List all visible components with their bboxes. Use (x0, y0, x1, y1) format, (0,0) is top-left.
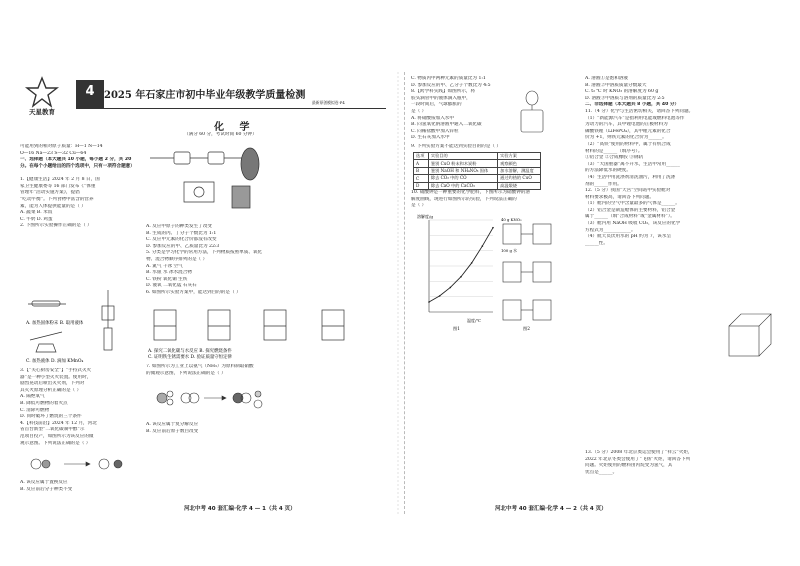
left-column-1b (20, 368, 138, 447)
data-point (460, 276, 462, 278)
q6-line: 6. 如图所示实验方案中，能达到目的的是（ ） (146, 289, 241, 295)
q8-option: C. 向稀盐酸中加入锌粒 (411, 128, 459, 134)
q4-apparatus-figure (144, 142, 264, 222)
q4-option: A. 该反应属于置换反应 (20, 480, 68, 485)
q2-line: 2. 下图所示实验操作正确的是（ ） (20, 223, 92, 229)
q3-option: D. 同时破坏了燃烧的三个条件 (20, 414, 82, 420)
title-divider (76, 108, 386, 109)
q1-line: “吃动平衡”。下列食物中富含的营养 (20, 196, 94, 202)
q6-option: C. 证明铁生锈需要水 D. 验证质量守恒定律 (148, 355, 232, 360)
q10-line: 解度曲线，现进行如图所示的实验，下列说法正确的 (411, 196, 517, 202)
q3-option: B. 降低可燃物的着火点 (20, 400, 68, 406)
q12-line: 方程式为____________。 (585, 227, 636, 233)
table-cell: 高温煅烧 (498, 182, 541, 189)
q11-line: 的方法降低水的硬度。 (585, 168, 631, 174)
y-axis-label: 溶解度/g (417, 214, 433, 219)
x-axis-label: 温度/℃ (467, 318, 481, 323)
q3-line: 器”是一种小型灭火装置。使用时， (20, 374, 92, 380)
q12-line: （1）舱内的空气中含量最多的气体是______。 (585, 201, 680, 207)
q8-balloon-figure (517, 90, 547, 134)
q11-line: 剂的______作用。 (585, 181, 622, 187)
q10-option: C. t₂ ℃ 时 KNO₃ 的溶解度为 60 g (585, 89, 659, 95)
q4-option: B. 生成的丙、丁分子个数比为 1:1 (146, 230, 217, 236)
table-cell: 加水溶解，测温度 (498, 167, 541, 174)
q4-line: 范项目投产，如图所示为该反应的微 (20, 433, 94, 439)
q4-line: 省首台新型“二氧化碳制甲醇”示 (20, 427, 85, 433)
table-row (414, 160, 541, 167)
solubility-chart (415, 212, 497, 332)
q7-line: 的微观示意图，下列说法正确的是（ ） (146, 370, 226, 376)
q10-option: A. 溶液①是饱和溶液 (585, 76, 628, 81)
left-column-2 (146, 224, 268, 297)
q10-option: B. 溶液②中溶质质量分数最大 (585, 82, 647, 88)
q4-line: 观示意图。下列说法正确的是（ ） (20, 440, 91, 446)
table-cell: A (414, 160, 429, 167)
q5-option: D. 液氧 二氧化锰 石灰石 (146, 283, 197, 289)
table-cell: 除去 CO₂ 中的 CO (428, 175, 497, 182)
q8-option: B. 向氢氧化钠溶液中通入二氧化碳 (411, 122, 482, 128)
lab-operations-figure (22, 288, 134, 364)
table-cell: C (414, 175, 429, 182)
q13-line: 2022 年北京冬奥会使用了“飞扬”火炬，请回答下列 (585, 456, 691, 462)
left-column-2b (146, 364, 386, 377)
q1-option: A. 蔬菜 B. 米饭 (20, 210, 53, 216)
right-column-2b (585, 450, 779, 476)
data-point (471, 262, 473, 264)
q9-table (413, 152, 541, 190)
q11-line: 11.（4 分）化学与生活密切相关，请回答下列问题。 (585, 108, 694, 114)
q5-option: C. 铁粉 氧化铜 生铁 (146, 276, 188, 282)
right-column-1b (411, 190, 543, 210)
paper-number-badge: 4 (76, 80, 104, 108)
q4-option: C. 反应中元素的化合价都没有改变 (146, 237, 217, 243)
q5-option: B. 水银 水 冰水混合物 (146, 270, 192, 276)
q8-line: 一段时间后，气球膨胀的 (411, 102, 462, 108)
q3-line: 其灭火原理分析正确的是（ ） (20, 387, 82, 393)
right-column-2 (585, 76, 779, 247)
table-header: 选项 (414, 153, 429, 160)
q7-option: A. 该反应属于复分解反应 (146, 422, 199, 427)
left-column-1c (20, 480, 138, 493)
q12-line: ______性。 (585, 240, 608, 246)
q3-line: 剧烈晃动后喷出灭火剂，下列对 (20, 381, 85, 387)
q13-line: 13.（5 分）2008 年北京奥运会使用了“祥云”火炬， (585, 450, 693, 455)
q4-option: D. 参加反应的甲、乙质量比为 22:3 (146, 243, 220, 249)
q11-line: （3）“大国重器”离不开水，生活中常用______ (585, 161, 680, 167)
q2-option: A. 加热固体粉末 B. 取用液体 (26, 321, 84, 326)
q7-option: D. 参加反应的甲、乙分子个数比为 4:5 (411, 82, 491, 88)
q4-line: 4.【科技前沿】2024 年 12 月，河北 (20, 420, 97, 426)
q3-line: 3.【“关心厨房安全”】“手持式灭火 (20, 368, 92, 373)
section-1-heading: 一、选择题（本大题共 10 小题，每小题 2 分，共 20 分。在每个小题给出的四个选项中，只有一项符合题意） (20, 157, 135, 169)
solute-label: 40 g KNO₃ (501, 217, 522, 222)
q7-molecule-figure (150, 382, 270, 420)
q7-line: 7. 如图所示为工业上以氨气（NH₃）为原料制取硝酸 (146, 364, 254, 369)
q2-option: C. 加热液体 D. 滴加 KMnO₄ (26, 359, 84, 364)
table-cell: D (414, 182, 429, 189)
q12-line: 12.（5 分）我国“天宫”空间站中实验舱对 (585, 188, 671, 194)
table-header: 实验目的 (428, 153, 497, 160)
section-2-heading: 二、非选择题（本大题共 8 小题，共 40 分） (585, 102, 680, 108)
exam-info: （满分 60 分，考试时间 60 分钟） (184, 132, 257, 137)
table-cell: 观察颜色 (498, 160, 541, 167)
table-row (414, 167, 541, 174)
q10-beaker-figure (499, 214, 561, 332)
q1-option: C. 牛奶 D. 鸡蛋 (20, 216, 53, 222)
table-cell: 通过灼热的 CuO (498, 175, 541, 182)
q13-line: 优点是______。 (585, 469, 618, 475)
q7-option: C. 物质丙中两种元素的质量比为 1:1 (411, 76, 486, 81)
table-cell: 除去 CaO 中的 CaCO₃ (428, 182, 497, 189)
page-spine-divider (392, 72, 404, 514)
q11-line: ①铝合金 ②合成橡胶 ③钢轨 (585, 155, 644, 161)
data-point (482, 245, 484, 247)
kno3-series-line (429, 228, 493, 302)
data-point (439, 295, 441, 297)
q4-option: B. 反应前后分子种类不变 (20, 486, 73, 492)
table-cell: 鉴别 NaOH 和 NH₄NO₃ 固体 (428, 167, 497, 174)
q1-line: 管理年”活动实施方案》，提倡 (20, 190, 80, 196)
q5-option: A. 氮气 干冰 空气 (146, 263, 183, 269)
table-row (414, 175, 541, 182)
atomic-mass-line-2: O—16 Na—23 S—32 Cu—64 (20, 150, 87, 156)
q6-experiments-figure (146, 300, 382, 360)
q12-line: （2）铝合金是制造舱体的主要材料，铝合金 (585, 207, 676, 213)
brand-text: 天星教育 (29, 108, 55, 116)
left-page-footer: 河北中考 40 套汇编·化学 4 — 1（共 4 页） (184, 506, 296, 512)
solvent-label: 100 g 水 (501, 248, 517, 253)
q8-line: 8.【跨学科实践】如图所示，将 (411, 89, 476, 95)
kno3-series-points (428, 227, 494, 303)
left-column-1 (20, 144, 138, 230)
table-header: 实验方案 (498, 153, 541, 160)
chart-gridlines (429, 220, 493, 297)
data-point (450, 287, 452, 289)
left-page (14, 72, 392, 514)
right-page (404, 72, 783, 514)
q1-line: 家卫生健康委等 16 部门发布《“体重 (20, 183, 96, 189)
subject-title: 化 学 (214, 122, 256, 133)
figure-2-label: 图2 (523, 326, 530, 331)
q6-option: A. 探究二氧化碳与水反应 B. 探究燃烧条件 (148, 349, 232, 354)
q11-line: 磷酸铁锂（LiFePO₄），其中锂元素的化合 (585, 128, 671, 134)
q4-option: A. 反应中原子的种类发生了改变 (146, 224, 212, 229)
figure-1-label: 图1 (453, 326, 460, 331)
q1-line: 1.【健康生活】2024 年 2 月 8 日，国 (20, 177, 100, 183)
q5-line: 物、混合物顺序排列的是（ ） (146, 256, 208, 262)
star-logo-icon (24, 76, 60, 116)
q7-option: B. 反应前后原子数目改变 (146, 428, 199, 434)
reaction-diagram-figure (24, 452, 134, 478)
source-tag: 最新原创模拟卷·P4 (312, 100, 345, 105)
q12-cube-figure (723, 310, 775, 360)
data-point (428, 301, 430, 303)
q11-line: 为动力的汽车，其中锂电池的正极材料为 (585, 122, 668, 128)
q13-line: 问题。火炬使用的燃料由丙烷变为氢气，其 (585, 463, 673, 469)
q12-line: 属于______（填“合成材料”或“金属材料”）。 (585, 214, 675, 220)
q8-option: D. 生石灰加入水中 (411, 135, 450, 141)
q10-line: 是（ ） (411, 203, 427, 209)
q8-line: 胶头滴管中的液体滴入瓶中， (411, 95, 471, 101)
q1-line: 素，能为人体提供能量的是（ ） (20, 203, 86, 209)
q5-line: 5. 分类是学习化学的常用方法，下列物质按照单质、氧化 (146, 250, 263, 256)
table-cell: B (414, 167, 429, 174)
exam-title: 2025 年石家庄市初中毕业年级教学质量检测 (104, 90, 306, 101)
q10-option: D. 溶液③中溶质与溶剂的质量比为 2:5 (585, 95, 665, 101)
q10-line: 10. 硝酸钾是一种重要的化学肥料，下图所示为硝酸钾的溶 (411, 190, 531, 195)
table-cell: 鉴别 CuO 粉末和木炭粉 (428, 160, 497, 167)
data-point (492, 227, 494, 229)
q11-line: （1）“新能源汽车”是指利用电能或燃料电池等作 (585, 115, 685, 121)
right-page-footer: 河北中考 40 套汇编·化学 4 — 2（共 4 页） (495, 506, 607, 512)
left-column-2c (146, 422, 386, 435)
q9-title: 9. 下列实验方案不能达到实验目的的是（ ） (411, 144, 501, 149)
atomic-mass-line-1: 可能用到的相对原子质量：H—1 N—14 (20, 144, 103, 149)
q12-line: （4）航天员饮用水的 pH 约为 7，该水呈 (585, 234, 672, 240)
q3-option: C. 清除可燃物 (20, 407, 50, 413)
q8-option: A. 将硝酸铵加入水中 (411, 115, 454, 121)
table-header-row (414, 153, 541, 160)
q3-option: A. 隔绝氧气 (20, 394, 45, 400)
q11-line: （4）生活中用洗涤剂清洗油污，利用了洗涤 (585, 174, 676, 180)
table-row (414, 182, 541, 189)
q11-line: （2）“高铁”使用的材料中，属于有机合成 (585, 141, 671, 147)
q11-line: 材料的是______（填序号）。 (585, 148, 643, 154)
q11-line: 价为 +1，则铁元素的化合价为______。 (585, 135, 667, 141)
q8-line: 是（ ） (411, 108, 427, 114)
q12-line: （3）舱内用 NaOH 吸收 CO₂，该反应的化学 (585, 221, 681, 227)
q12-line: 材料要求极高，请回答下列问题。 (585, 194, 654, 200)
